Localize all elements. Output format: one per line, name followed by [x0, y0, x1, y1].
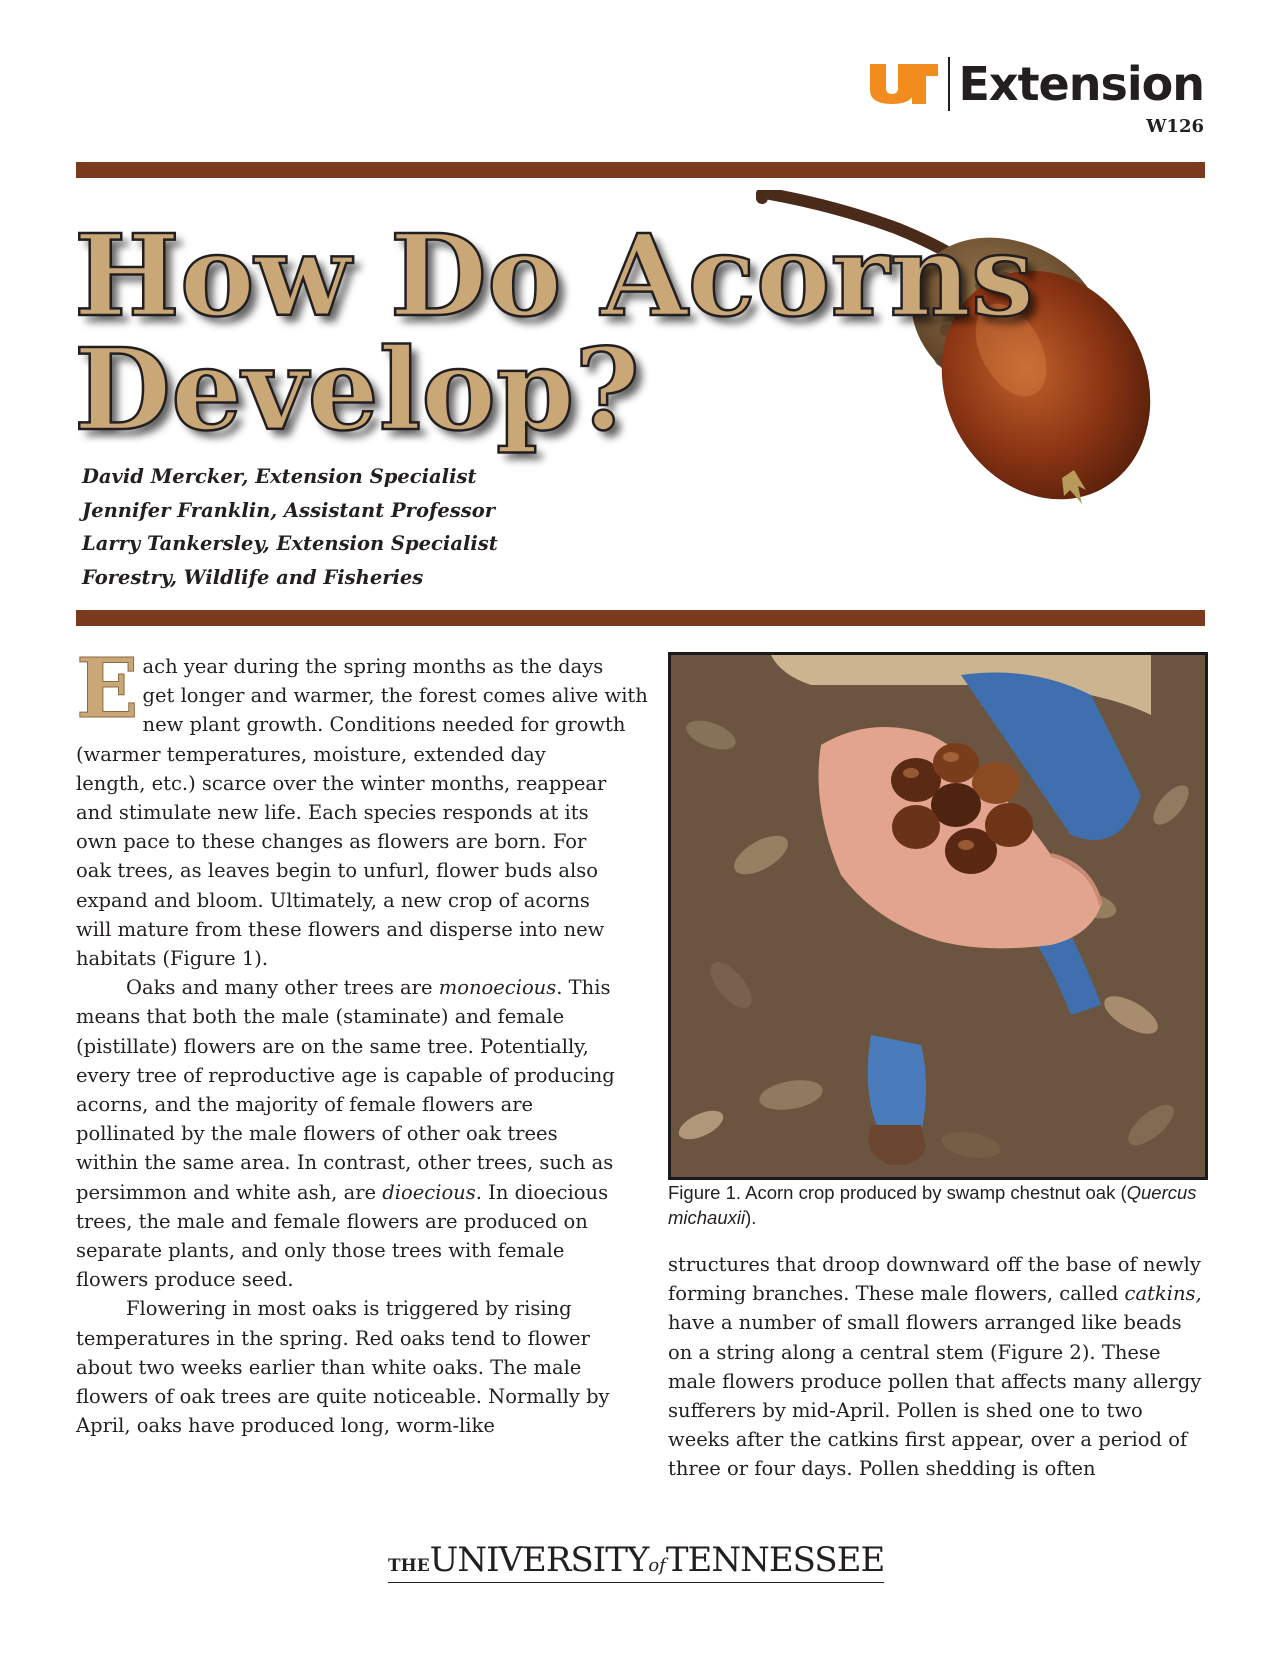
logo-divider	[948, 57, 950, 111]
text-line: habitats (Figure 1).	[76, 947, 269, 971]
figure-1-photo	[668, 652, 1208, 1180]
wordmark-university: UNIVERSITY	[429, 1540, 649, 1580]
text-run: Oaks and many other trees are	[126, 976, 439, 1000]
caption-text: ).	[745, 1207, 757, 1228]
author-list	[82, 460, 498, 594]
author-department: Forestry, Wildlife and Fisheries	[82, 565, 424, 589]
text-line: ach year during the spring months as the days	[142, 655, 604, 678]
paragraph-2	[76, 973, 622, 1294]
text-line: expand and bloom. Ultimately, a new crop of acorns	[76, 888, 590, 912]
wordmark-of: of	[648, 1555, 666, 1576]
university-wordmark	[388, 1540, 884, 1583]
caption-text: Figure 1. Acorn crop produced by swamp chestnut oak (	[668, 1182, 1127, 1203]
text-line: length, etc.) scarce over the winter months, reappear	[76, 771, 607, 795]
term-dioecious: dioecious	[382, 1180, 476, 1204]
figure-1-caption	[668, 1180, 1208, 1230]
wordmark-tennessee: TENNESSEE	[665, 1540, 885, 1580]
body-column-left	[76, 641, 648, 1440]
term-monoecious: monoecious	[438, 976, 557, 1000]
section-rule	[76, 610, 1205, 626]
text-line: own pace to these changes as flowers are born. For	[76, 830, 587, 854]
text-line: and stimulate new life. Each species responds at its	[76, 801, 589, 825]
publication-number: W126	[1146, 116, 1204, 137]
text-line: oak trees, as leaves begin to unfurl, flower buds also	[76, 859, 598, 883]
text-line: get longer and warmer, the forest comes alive with	[142, 684, 648, 708]
document-title	[74, 211, 1035, 456]
text-run: . This means that both the male (staminate) and female (pistillate) flowers are on the same tree. Potentially, every tree of reproductive age is capable of producing acorns, and the majority of female flowers are pollinated by the male flowers of other oak trees within the same area. In contrast, other trees, such as persimmon and white ash, are	[76, 976, 615, 1204]
drop-cap: E	[76, 641, 139, 737]
ut-logo-icon	[868, 62, 940, 106]
body-column-right	[668, 1250, 1208, 1484]
title-line-2: Develop?	[74, 325, 640, 456]
term-catkins: catkins,	[1124, 1282, 1202, 1306]
text-line: new plant growth. Conditions needed for growth	[142, 713, 626, 737]
text-run: structures that droop downward off the base of newly forming branches. These male flowers, called	[668, 1253, 1201, 1306]
ut-extension-logo	[868, 56, 1204, 112]
paragraph-4	[668, 1250, 1208, 1484]
author-line: Jennifer Franklin, Assistant Professor	[82, 498, 495, 522]
paragraph-1	[76, 641, 648, 973]
wordmark-the: THE	[388, 1556, 430, 1576]
text-run: have a number of small flowers arranged like beads on a string along a central stem (Figure 2). These male flowers produce pollen that affects many allergy sufferers by mid-April. Pollen is shed one to two weeks after the catkins first appear, over a period of three or four days. Pollen shedding is often	[668, 1311, 1202, 1481]
author-line: Larry Tankersley, Extension Specialist	[82, 532, 498, 555]
text-line: will mature from these flowers and disperse into new	[76, 917, 605, 941]
acorns-in-hand-photo	[671, 655, 1205, 1177]
logo-text: Extension	[958, 57, 1204, 111]
top-rule	[76, 162, 1205, 178]
author-line: David Mercker, Extension Specialist	[82, 465, 477, 488]
text-run: . In dioecious trees, the male and female flowers are produced on separate plants, and only those trees with female flowers produce seed.	[76, 1180, 609, 1292]
paragraph-3: Flowering in most oaks is triggered by rising temperatures in the spring. Red oaks tend to flower about two weeks earlier than white oaks. The male flowers of oak trees are quite noticeable. Normally by April, oaks have produced long, worm-like	[76, 1297, 610, 1438]
text-line: (warmer temperatures, moisture, extended day	[76, 742, 546, 766]
title-line-1: How Do Acorns	[74, 211, 1035, 342]
caption-species: Quercus michauxii	[668, 1182, 1197, 1228]
